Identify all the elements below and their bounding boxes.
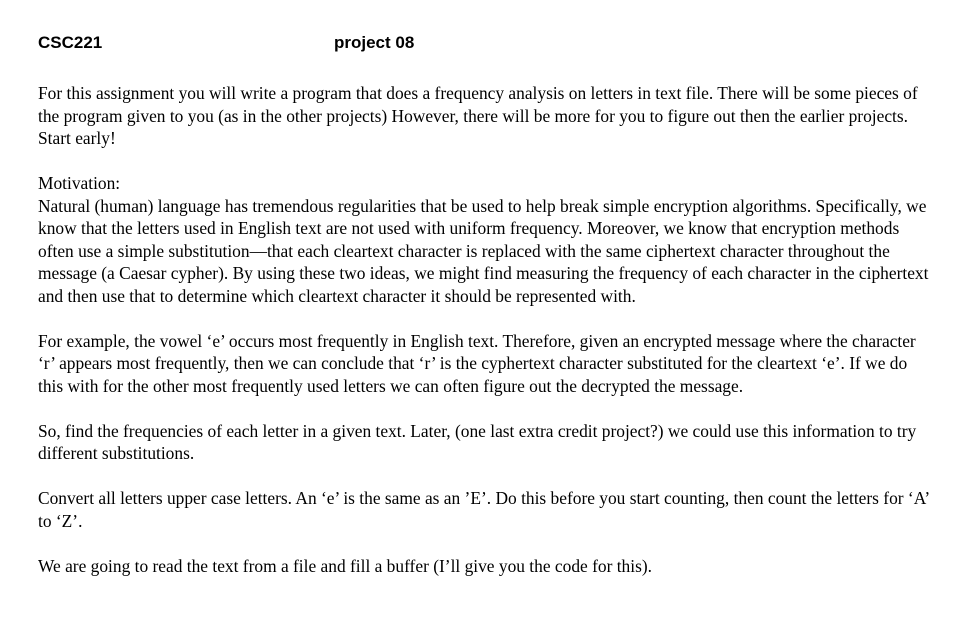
- intro-paragraph: For this assignment you will write a program that does a frequency analysis on letters in text file. There will be some pieces of the program given to you (as in the other projects) However, there will be more for you to figure out then the earlier projects. Start early!: [38, 83, 918, 148]
- project-title: project 08: [334, 33, 415, 52]
- read-paragraph: We are going to read the text from a file and fill a buffer (I’ll give you the code for this).: [38, 555, 652, 576]
- motivation-heading: Motivation:: [38, 173, 121, 193]
- convert-paragraph: Convert all letters upper case letters. An ‘e’ is the same as an ’E’. Do this before you start counting, then count the letters for ‘A’ to ‘Z’.: [38, 488, 929, 531]
- task-paragraph: So, find the frequencies of each letter in a given text. Later, (one last extra credit project?) we could use this information to try different substitutions.: [38, 420, 917, 463]
- document-header: [38, 33, 933, 57]
- document-body: [38, 82, 933, 600]
- motivation-paragraph: Natural (human) language has tremendous regularities that be used to help break simple encryption algorithms. Specifically, we know that the letters used in English text are not used with uniform frequency. Moreover, we know that encryption methods often use a simple substitution—that each cleartext character is replaced with the same ciphertext character throughout the message (a Caesar cypher). By using these two ideas, we might find measuring the frequency of each character in the ciphertext and then use that to determine which cleartext character it should be represented with.: [38, 195, 929, 306]
- example-paragraph: For example, the vowel ‘e’ occurs most frequently in English text. Therefore, given an encrypted message where the character ‘r’ appears most frequently, then we can conclude that ‘r’ is the cyphertext character substituted for the cleartext ‘e’. If we do this with for the other most frequently used letters we can often figure out the decrypted the message.: [38, 330, 916, 396]
- course-code: CSC221: [38, 33, 103, 52]
